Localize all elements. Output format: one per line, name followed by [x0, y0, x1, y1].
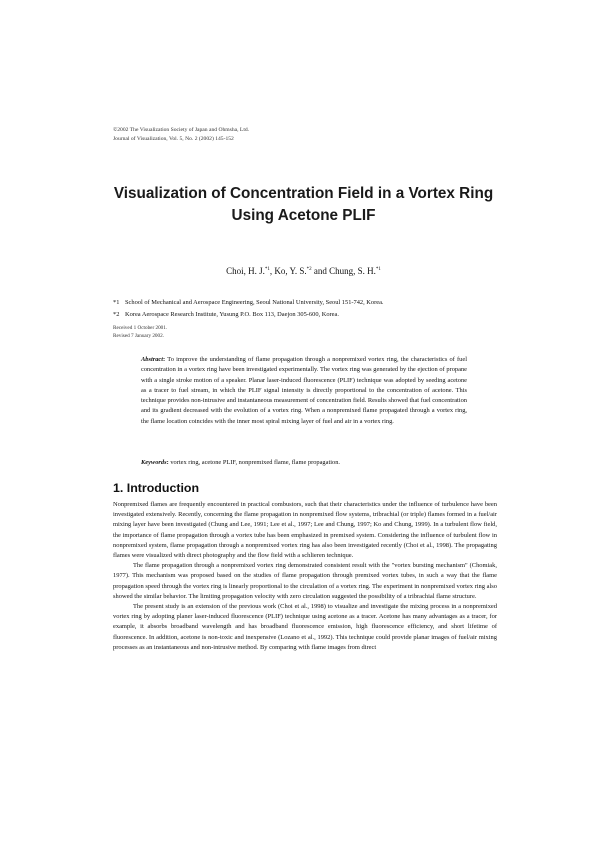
title-line-1: Visualization of Concentration Field in a Vortex Ring — [113, 185, 494, 202]
author-1: Choi, H. J. — [226, 266, 265, 276]
author-3: and Chung, S. H. — [311, 266, 376, 276]
affiliation-2 — [113, 309, 384, 321]
author-2: , Ko, Y. S. — [269, 266, 307, 276]
manuscript-dates — [113, 325, 167, 341]
abstract-text: To improve the understanding of flame propagation through a nonpremixed vortex ring, the characteristics of fuel concentration in a vortex ring have been investigated experimentally. The vortex ring was generated by the ejection of propane with a single stroke motion of a speaker. Planar laser-induced fluorescence (PLIF) technique was adopted by seeding acetone as a tracer to fuel stream, in which the PLIF signal intensity is directly proportional to the concentration of acetone. This technique provides non-intrusive and instantaneous measurement of concentration field. Results showed that fuel concentration and its gradient decreased with the evolution of a vortex ring. When a nonpremixed flame propagated through a vortex ring, the flame location coincides with the inner most spiral mixing layer of fuel and air in a vortex ring. — [141, 356, 467, 425]
affiliation-1-tag: *1 — [113, 299, 120, 306]
affiliation-2-text: Korea Aerospace Research Institute, Yusung P.O. Box 113, Daejon 305-600, Korea. — [125, 310, 339, 318]
paper-title — [60, 183, 547, 227]
abstract-label: Abstract — [141, 356, 164, 363]
paragraph-1: Nonpremixed flames are frequently encountered in practical combustors, such that their characteristics under the influence of turbulence have been investigated extensively. Recently, concerning the flame propagation in nonpremixed flow systems, tribrachial (or triple) flames formed in a fuel/air mixing layer have been investigated (Chung and Lee, 1991; Lee et al., 1997; Lee and Chung, 1997; Ko and Chung, 1999). In a turbulent flow field, the importance of flame propagation through a vortex tube has been emphasized in premixed system. Considering the influence of turbulent flow in nonpremixed system, flame propagation through a nonpremixed vortex ring has also been investigated recently (Choi et al., 1998). The propagating flames were visualized with direct photography and the flow field with a schlieren technique. — [113, 501, 497, 560]
paragraph-2: The flame propagation through a nonpremixed vortex ring demonstrated consistent result with the "vortex bursting mechanism" (Chomiak, 1977). This mechanism was proposed based on the studies of flame propagation through premixed vortex tubes, in such a way that the flame propagation speed through the vortex ring is linearly proportional to the circulation of a vortex ring. The experiment in nonpremixed vortex ring also showed the similar behavior. The limiting propagation velocity with zero circulation suggested the possibility of a tribrachial flame structure. — [113, 562, 497, 600]
received-date: Received 1 October 2001. — [113, 325, 168, 331]
keywords-text: vortex ring, acetone PLIF, nonpremixed flame, flame propagation. — [170, 459, 341, 466]
keywords-label: Keywords — [141, 459, 167, 466]
title-line-2: Using Acetone PLIF — [231, 207, 376, 224]
author-3-mark: *1 — [375, 267, 381, 272]
revised-date: Revised 7 January 2002. — [113, 332, 165, 339]
author-1-mark: *1 — [264, 267, 270, 272]
affiliation-1-text: School of Mechanical and Aerospace Engineering, Seoul National University, Seoul 151-742, Korea. — [125, 299, 384, 306]
keywords: Keywords: vortex ring, acetone PLIF, nonpremixed flame, flame propagation. — [141, 459, 341, 466]
section-body — [113, 500, 497, 653]
journal-header — [113, 126, 249, 143]
section-heading: 1. Introduction — [113, 481, 200, 495]
affiliations — [113, 297, 384, 320]
abstract: Abstract: To improve the understanding of flame propagation through a nonpremixed vortex ring, the characteristics of fuel concentration in a vortex ring have been investigated experimentally. The vortex ring was generated by the ejection of propane with a single stroke motion of a speaker. Planar laser-induced fluorescence (PLIF) technique was adopted by seeding acetone as a tracer to fuel stream, in which the PLIF signal intensity is directly proportional to the concentration of acetone. This technique provides non-intrusive and instantaneous measurement of concentration field. Results showed that fuel concentration and its gradient decreased with the evolution of a vortex ring. When a nonpremixed flame propagated through a vortex ring, the flame location coincides with the inner most spiral mixing layer of fuel and air in a vortex ring. — [141, 356, 467, 425]
affiliation-2-tag: *2 — [113, 310, 120, 318]
author-2-mark: *2 — [306, 267, 312, 272]
copyright-line: ©2002 The Visualization Society of Japan and Ohmsha, Ltd. — [113, 127, 250, 133]
paragraph-3: The present study is an extension of the previous work (Choi et al., 1998) to visualize and investigate the mixing process in a nonpremixed vortex ring by adopting planer laser-induced fluorescence (PLIF) technique using acetone as a tracer. Acetone has many advantages as a tracer, for example, it absorbs broadband wavelength and has broadband fluorescence emission, high fluorescence efficiency, and short lifetime of fluorescence. In addition, acetone is non-toxic and inexpensive (Lozano et al., 1992). This technique could provide planar images of fuel/air mixing processes as an instantaneous and non-intrusive method. By comparing with flame images from direct — [113, 603, 497, 651]
author-list — [60, 266, 547, 276]
affiliation-1 — [113, 297, 384, 309]
journal-citation: Journal of Visualization, Vol. 5, No. 2 (2002) 145-152 — [113, 135, 234, 142]
